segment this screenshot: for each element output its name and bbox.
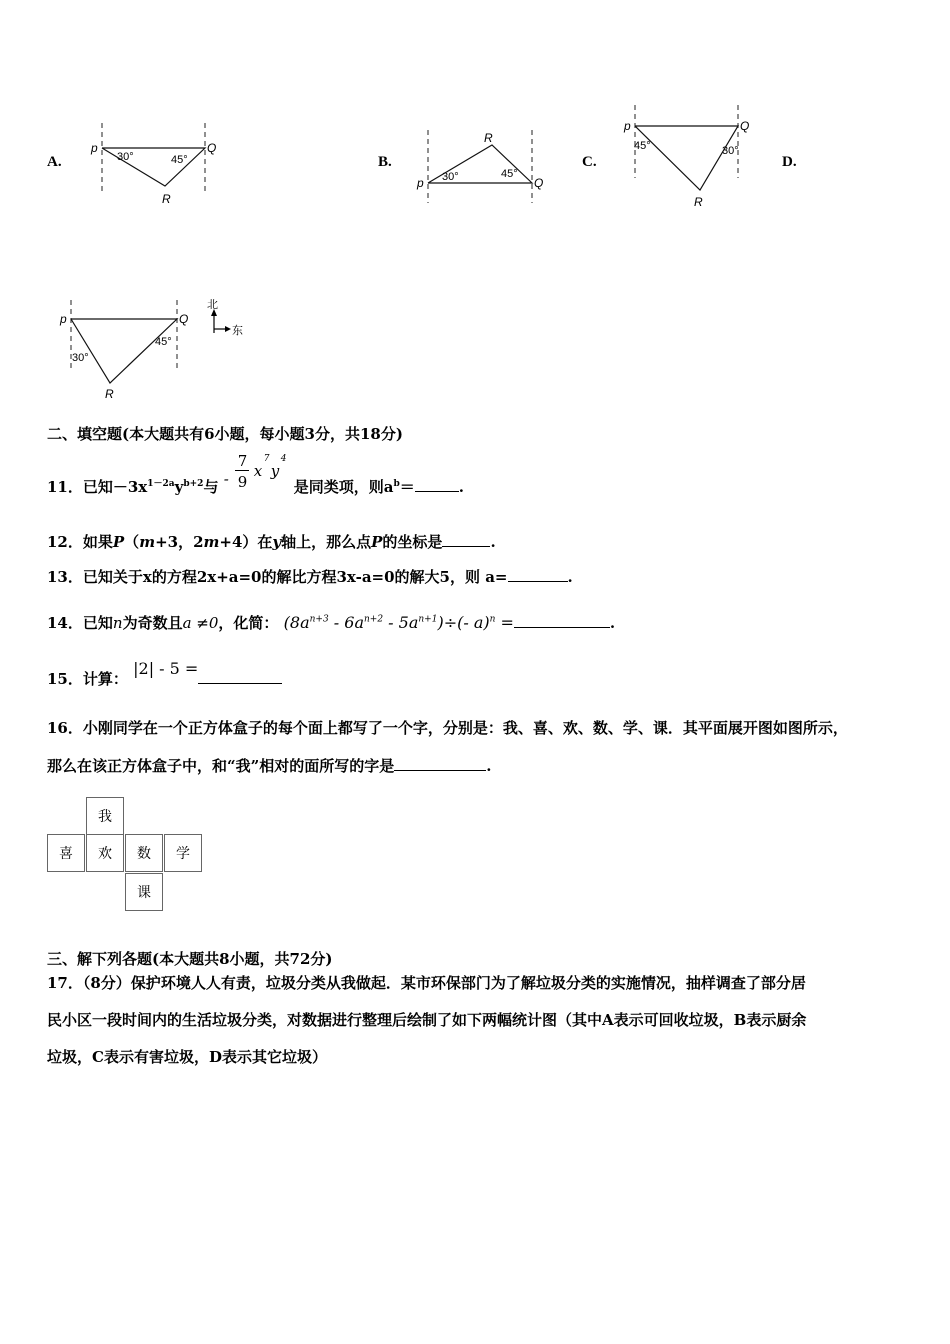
q14-end: . — [609, 614, 616, 632]
q16-line2: 那么在该正方体盒子中，和“我”相对的面所写的字是 — [47, 757, 395, 775]
q11-y: y — [174, 478, 184, 496]
answer-blank[interactable] — [198, 683, 282, 684]
q14-n: n — [112, 614, 123, 632]
q14-term3: - 5a — [383, 613, 419, 632]
q11-exp1: 1－2a — [147, 479, 175, 489]
q14-expr-close: )÷(- a) — [437, 613, 490, 632]
question-number: 12． — [47, 533, 83, 551]
q12-text2: 轴上，那么点 — [281, 533, 372, 551]
q14-expr-open: (8a — [283, 613, 310, 632]
question-14 — [47, 612, 615, 633]
q14-text2: 为奇数且 — [122, 614, 183, 632]
question-12 — [47, 531, 496, 552]
q14-exp3: n+1 — [418, 614, 438, 625]
section-2-title: 二、填空题(本大题共有6小题，每小题3分，共18分) — [47, 425, 403, 443]
q12-m1: m — [139, 533, 156, 551]
q11-conj: 与 — [203, 478, 219, 496]
q14-exp4: n — [489, 614, 496, 625]
question-13 — [47, 566, 573, 587]
angle-30-label: 30° — [72, 352, 89, 364]
option-b-figure[interactable] — [412, 125, 562, 210]
q13-text: 已知关于x的方程2x+a=0的解比方程3x-a=0的解大5，则 a= — [82, 568, 508, 586]
answer-blank[interactable] — [394, 770, 486, 771]
q14-expression — [284, 613, 514, 632]
point-p-label: p — [60, 312, 67, 326]
cube-net-figure — [47, 797, 207, 915]
q11-eq: ＝ — [399, 478, 415, 496]
question-17 — [47, 966, 907, 1074]
q11-b-exp: b — [393, 479, 400, 489]
q14-eq: = — [495, 613, 514, 632]
question-15 — [47, 659, 282, 689]
q12-paren: （ — [124, 533, 140, 551]
option-b-label[interactable]: B. — [378, 154, 392, 170]
point-q-label: Q — [207, 141, 217, 155]
angle-30-label: 30° — [722, 145, 739, 157]
q17-line3: 垃圾，C表示有害垃圾，D表示其它垃圾） — [47, 1048, 327, 1066]
section-3-title: 三、解下列各题(本大题共8小题，共72分) — [47, 950, 333, 968]
q11-x: x — [253, 462, 263, 480]
question-number: 15． — [47, 670, 83, 688]
q16-line1: 小刚同学在一个正方体盒子的每个面上都写了一个字，分别是：我、喜、欢、数、学、课．其平面展开图如图所示， — [82, 719, 848, 737]
q11-numerator: 7 — [237, 452, 248, 470]
point-p-label: p — [417, 176, 424, 190]
net-face-wo: 我 — [86, 797, 124, 835]
q11-fraction-term — [223, 452, 294, 492]
point-r-label: R — [162, 192, 171, 206]
point-q-label: Q — [740, 119, 750, 133]
point-r-label: R — [694, 195, 703, 209]
q15-text: 计算： — [82, 670, 128, 688]
q12-text3: 的坐标是 — [382, 533, 443, 551]
q15-expression: |2| - 5 = — [133, 659, 199, 678]
point-p-label: p — [624, 119, 631, 133]
q12-m2: m — [203, 533, 220, 551]
angle-30-label: 30° — [442, 171, 459, 183]
option-a-figure[interactable] — [85, 118, 235, 208]
question-number: 14． — [47, 614, 83, 632]
q11-post: 是同类项，则a — [293, 478, 394, 496]
point-r-label: R — [484, 131, 493, 145]
q11-term1: 已知－3x — [82, 478, 148, 496]
compass-east-label: 东 — [232, 325, 243, 337]
q11-y2: y — [270, 462, 280, 480]
q11-end: . — [458, 478, 464, 496]
answer-blank[interactable] — [514, 627, 610, 628]
q12-p2: P — [371, 533, 383, 551]
option-c-figure[interactable] — [620, 100, 765, 212]
answer-blank[interactable] — [415, 491, 459, 492]
q13-end: . — [567, 568, 573, 586]
angle-45-label: 45° — [501, 168, 518, 180]
q14-text3: ，化简： — [218, 614, 279, 632]
q14-exp2: n+2 — [364, 614, 384, 625]
q11-denominator: 9 — [237, 473, 248, 491]
q14-text1: 已知 — [82, 614, 113, 632]
question-number: 11． — [47, 478, 83, 496]
compass-north-label: 北 — [207, 299, 218, 311]
net-face-xi: 喜 — [47, 834, 85, 872]
option-c-label[interactable]: C. — [582, 154, 597, 170]
q12-p: P — [112, 533, 125, 551]
angle-30-label: 30° — [117, 151, 134, 163]
answer-blank[interactable] — [508, 581, 568, 582]
net-face-huan: 欢 — [86, 834, 124, 872]
east-arrow-head-icon — [225, 326, 231, 332]
q12-y: y — [272, 533, 282, 551]
q17-line2: 民小区一段时间内的生活垃圾分类，对数据进行整理后绘制了如下两幅统计图（其中A表示可回收垃圾，B表示厨余 — [47, 1011, 807, 1029]
triangle-pqr — [71, 319, 177, 383]
triangle-pqr — [635, 126, 738, 190]
q11-exp2: b+2 — [183, 479, 204, 489]
q11-fraction-bar — [235, 470, 249, 471]
angle-45-label: 45° — [155, 336, 172, 348]
q16-end: . — [486, 757, 492, 775]
q12-plus3: +3，2 — [155, 533, 204, 551]
option-d-label[interactable]: D. — [782, 154, 797, 170]
net-face-xue: 学 — [164, 834, 202, 872]
question-number: 16． — [47, 719, 83, 737]
q14-exp1: n+3 — [309, 614, 329, 625]
q14-term2: - 6a — [328, 613, 364, 632]
answer-blank[interactable] — [442, 546, 490, 547]
net-face-ke: 课 — [125, 873, 163, 911]
option-d-figure[interactable] — [55, 295, 255, 405]
point-q-label: Q — [534, 176, 544, 190]
point-q-label: Q — [179, 312, 189, 326]
q11-x-exp: 7 — [263, 454, 270, 464]
q12-text1: 如果 — [82, 533, 113, 551]
question-number: 17． — [47, 974, 83, 992]
question-11 — [47, 452, 464, 497]
net-face-shu: 数 — [125, 834, 163, 872]
q11-minus: - — [223, 470, 229, 488]
q12-end: . — [490, 533, 496, 551]
question-16 — [47, 711, 907, 783]
option-a-label[interactable]: A. — [47, 154, 62, 170]
q11-y-exp: 4 — [280, 454, 287, 464]
point-r-label: R — [105, 387, 114, 401]
angle-45-label: 45° — [634, 140, 651, 152]
q17-line1: （8分）保护环境人人有责，垃圾分类从我做起．某市环保部门为了解垃圾分类的实施情况，抽样调查了部分居 — [82, 974, 806, 992]
q14-condition: a ≠0 — [182, 614, 219, 632]
angle-45-label: 45° — [171, 154, 188, 166]
q12-plus4: +4）在 — [219, 533, 273, 551]
point-p-label: p — [91, 141, 98, 155]
question-number: 13． — [47, 568, 83, 586]
